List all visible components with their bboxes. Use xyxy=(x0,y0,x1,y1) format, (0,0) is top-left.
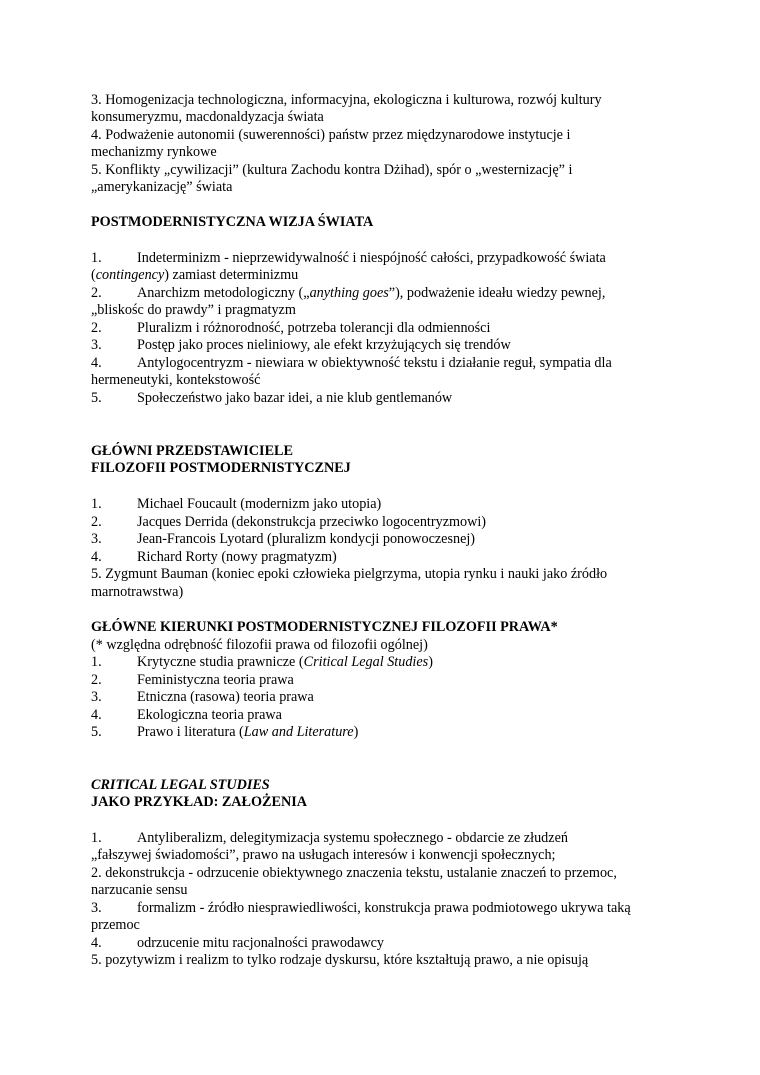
item-text: Antyliberalizm, delegitymizacja systemu społecznego - obdarcie ze złudzeń xyxy=(137,830,568,846)
intro-line: 5. Konflikty „cywilizacji” (kultura Zachodu kontra Dżihad), spór o „westernizację” i xyxy=(91,162,573,178)
item-text: Jacques Derrida (dekonstrukcja przeciwko logocentryzmowi) xyxy=(137,514,487,530)
list-item: 5. pozytywizm i realizm to tylko rodzaje dyskursu, które kształtują prawo, a nie opisują xyxy=(91,952,589,968)
list-item xyxy=(91,320,490,337)
item-text: Postęp jako proces nieliniowy, ale efekt krzyżujących się trendów xyxy=(137,337,511,353)
list-item xyxy=(91,900,631,917)
item-number: 1. xyxy=(91,250,102,266)
item-text: Etniczna (rasowa) teoria prawa xyxy=(137,689,314,705)
item-number: 3. xyxy=(91,900,102,916)
italic-term: Critical Legal Studies xyxy=(303,654,429,670)
list-item xyxy=(91,830,568,847)
item-number: 4. xyxy=(91,707,102,723)
list-item xyxy=(91,707,282,724)
list-item xyxy=(91,531,475,548)
item-number: 1. xyxy=(91,830,102,846)
list-item: 5. Prawo i literatura (Law and Literature) xyxy=(91,724,359,740)
list-item: 2. dekonstrukcja - odrzucenie obiektywnego znaczenia tekstu, ustalanie znaczeń to przemoc, xyxy=(91,865,617,881)
list-item xyxy=(91,672,294,689)
item-number: 3. xyxy=(91,531,102,547)
intro-line: „amerykanizację” świata xyxy=(91,179,233,195)
item-text: Feministyczna teoria prawa xyxy=(137,672,294,688)
section-heading: CRITICAL LEGAL STUDIES xyxy=(91,777,270,793)
item-number: 2. xyxy=(91,320,102,336)
item-text: Antylogocentryzm - niewiara w obiektywność tekstu i działanie reguł, sympatia dla xyxy=(137,355,612,371)
item-text: Jean-Francois Lyotard (pluralizm kondycji ponowoczesnej) xyxy=(137,531,476,547)
item-number: 2. xyxy=(91,514,102,530)
italic-term: contingency xyxy=(95,267,165,283)
list-item-continuation: marnotrawstwa) xyxy=(91,584,184,600)
section-heading: GŁÓWNE KIERUNKI POSTMODERNISTYCZNEJ FILOZOFII PRAWA* xyxy=(91,619,558,635)
item-text: Indeterminizm - nieprzewidywalność i niespójność całości, przypadkowość świata xyxy=(137,250,606,266)
list-item xyxy=(91,250,606,267)
item-text: Pluralizm i różnorodność, potrzeba tolerancji dla odmienności xyxy=(137,320,491,336)
item-text: Michael Foucault (modernizm jako utopia) xyxy=(137,496,382,512)
list-item: 2. Anarchizm metodologiczny („anything goes”), podważenie ideału wiedzy pewnej, xyxy=(91,285,606,301)
intro-line: 4. Podważenie autonomii (suwerenności) państw przez międzynarodowe instytucje i xyxy=(91,127,571,143)
list-item xyxy=(91,390,452,407)
italic-term: anything goes xyxy=(309,285,389,301)
item-text: formalizm - źródło niesprawiedliwości, konstrukcja prawa podmiotowego ukrywa taką xyxy=(137,900,631,916)
list-item xyxy=(91,549,337,566)
intro-line: 3. Homogenizacja technologiczna, informacyjna, ekologiczna i kulturowa, rozwój kultury xyxy=(91,92,602,108)
list-item: 5. Zygmunt Bauman (koniec epoki człowieka pielgrzyma, utopia rynku i nauki jako źródło xyxy=(91,566,608,582)
item-number: 2. xyxy=(91,672,102,688)
intro-line: konsumeryzmu, macdonaldyzacja świata xyxy=(91,109,324,125)
list-item xyxy=(91,514,486,531)
list-item-continuation: hermeneutyki, kontekstowość xyxy=(91,372,261,388)
item-number: 1. xyxy=(91,496,102,512)
list-item xyxy=(91,689,314,706)
item-number: 5. xyxy=(91,390,102,406)
item-number: 4. xyxy=(91,935,102,951)
section-heading: JAKO PRZYKŁAD: ZAŁOŻENIA xyxy=(91,794,307,810)
list-item-continuation: „bliskośc do prawdy” i pragmatyzm xyxy=(91,302,296,318)
item-text: Richard Rorty (nowy pragmatyzm) xyxy=(137,549,337,565)
section-heading: POSTMODERNISTYCZNA WIZJA ŚWIATA xyxy=(91,214,374,230)
list-item xyxy=(91,355,612,372)
italic-term: Law and Literature xyxy=(243,724,354,740)
list-item xyxy=(91,337,511,354)
section-heading: GŁÓWNI PRZEDSTAWICIELE xyxy=(91,443,293,459)
item-number: 5. xyxy=(91,724,102,740)
list-item-continuation: „fałszywej świadomości”, prawo na usługach interesów i konwencji społecznych; xyxy=(91,847,556,863)
section-heading: FILOZOFII POSTMODERNISTYCZNEJ xyxy=(91,460,351,476)
item-number: 1. xyxy=(91,654,102,670)
list-item-continuation: narzucanie sensu xyxy=(91,882,188,898)
item-text: Ekologiczna teoria prawa xyxy=(137,707,282,723)
item-number: 4. xyxy=(91,355,102,371)
item-text: Społeczeństwo jako bazar idei, a nie klub gentlemanów xyxy=(137,390,453,406)
list-item xyxy=(91,496,381,513)
item-number: 4. xyxy=(91,549,102,565)
list-item-continuation: przemoc xyxy=(91,917,140,933)
item-number: 3. xyxy=(91,337,102,353)
list-item-continuation: (contingency) zamiast determinizmu xyxy=(91,267,299,283)
item-number: 2. xyxy=(91,285,102,301)
list-item: 1. Krytyczne studia prawnicze (Critical Legal Studies) xyxy=(91,654,433,670)
intro-line: mechanizmy rynkowe xyxy=(91,144,217,160)
item-number: 3. xyxy=(91,689,102,705)
section-note: (* względna odrębność filozofii prawa od filozofii ogólnej) xyxy=(91,637,428,653)
list-item xyxy=(91,935,384,952)
item-text: odrzucenie mitu racjonalności prawodawcy xyxy=(137,935,384,951)
